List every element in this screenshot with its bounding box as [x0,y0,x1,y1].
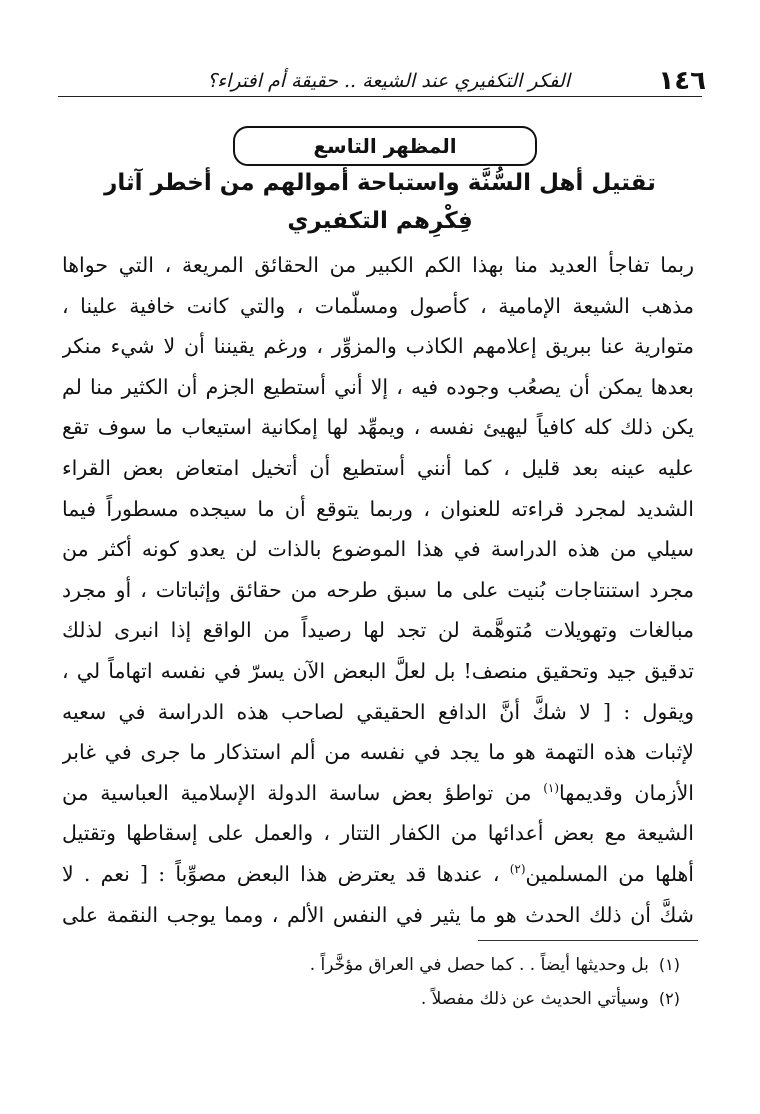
body-line: بعدها يمكن أن يصعُب وجوده فيه ، إلا أني أستطيع الجزم أن الكثير منا لم [62,374,694,399]
body-line-start: الأزمان وقديمها [559,780,694,805]
body-line: عليه عينه بعد قليل ، كما أنني أستطيع أن أتخيل امتعاض بعض القراء [62,455,694,480]
footnote-ref-2[interactable]: (٢) [509,862,526,877]
footnote-text: وسيأتي الحديث عن ذلك مفصلاً . [420,989,649,1009]
body-line-with-footnote-ref [62,773,694,814]
section-heading-box [233,126,537,166]
chapter-title-line-1: تقتيل أهل السُّنَّة واستباحة أموالهم من أخطر آثار [104,170,656,196]
footnote-2 [60,982,680,1016]
body-line: شكَّ أن ذلك الحدث هو ما يثير في النفس الألم ، ومما يوجب النقمة على [62,902,694,927]
body-line: مبالغات وتهويلات مُتوهَّمة لن تجد لها رصيداً من الواقع إذا انبرى لذلك [62,618,694,643]
body-line-with-footnote-ref [62,854,694,895]
body-line: الشديد لمجرد قراءته للعنوان ، وربما يتوقع أن ما سيجده مسطوراً فيما [62,496,694,521]
body-line-start: أهلها من المسلمين [525,861,694,886]
running-title: الفكر التكفيري عند الشيعة .. حقيقة أم افتراء؟ [207,70,570,92]
body-line: مذهب الشيعة الإمامية ، كأصول ومسلّمات ، والتي كانت خافية علينا ، [62,293,694,318]
body-line: مجرد استنتاجات بُنيت على ما سبق طرحه من حقائق وإثباتات ، أو مجرد [62,577,694,602]
chapter-title-line-2: فِكْرِهم التكفيري [287,208,473,234]
footnote-text: بل وحديثها أيضاً . . كما حصل في العراق مؤخَّراً . [309,955,649,975]
body-line: لإثبات هذه التهمة هو ما يجد في نفسه من ألم استذكار ما جرى في غابر [62,740,694,765]
header-rule [58,96,702,97]
section-heading: المظهر التاسع [313,134,457,158]
body-line: ربما تفاجأ العديد منا بهذا الكم الكبير من الحقائق المريعة ، التي حواها [62,253,694,277]
body-line: يكن ذلك كله كافياً ليهيئ نفسه ، ويمهِّد لها إمكانية استيعاب ما سوف تقع [62,415,694,440]
footnote-ref-1[interactable]: (١) [543,780,560,795]
body-line: تدقيق جيد وتحقيق منصف! بل لعلَّ البعض الآن يسرّ في نفسه اتهاماً لي ، [62,658,694,683]
body-line: الشيعة مع بعض أعدائها من الكفار التتار ، والعمل على إسقاطها وتقتيل [62,821,694,846]
footnote-mark: (٢) [658,989,680,1008]
footnote-mark: (١) [658,955,680,974]
body-line-end: ، عندها قد يعترض هذا البعض مصوِّباً : [ نعم . لا [62,861,510,886]
body-line: متوارية عنا ببريق إعلامهم الكاذب والمزوِّر ، ورغم يقيننا أن لا شيء منكر [62,334,694,359]
chapter-title [60,164,700,240]
body-line: ويقول : [ لا شكَّ أنَّ الدافع الحقيقي لصاحب هذه الدراسة في سعيه [62,699,694,724]
footnotes [60,948,680,1016]
footnote-separator [478,940,698,941]
body-line: سيلي من هذه الدراسة في هذا الموضوع بالذات لن يعدو كونه أكثر من [62,537,694,562]
page-number: ١٤٦ [658,66,706,96]
footnote-1 [60,948,680,982]
body-text [62,245,694,935]
body-line-end: من تواطؤ بعض ساسة الدولة الإسلامية العباسية من [62,780,544,805]
